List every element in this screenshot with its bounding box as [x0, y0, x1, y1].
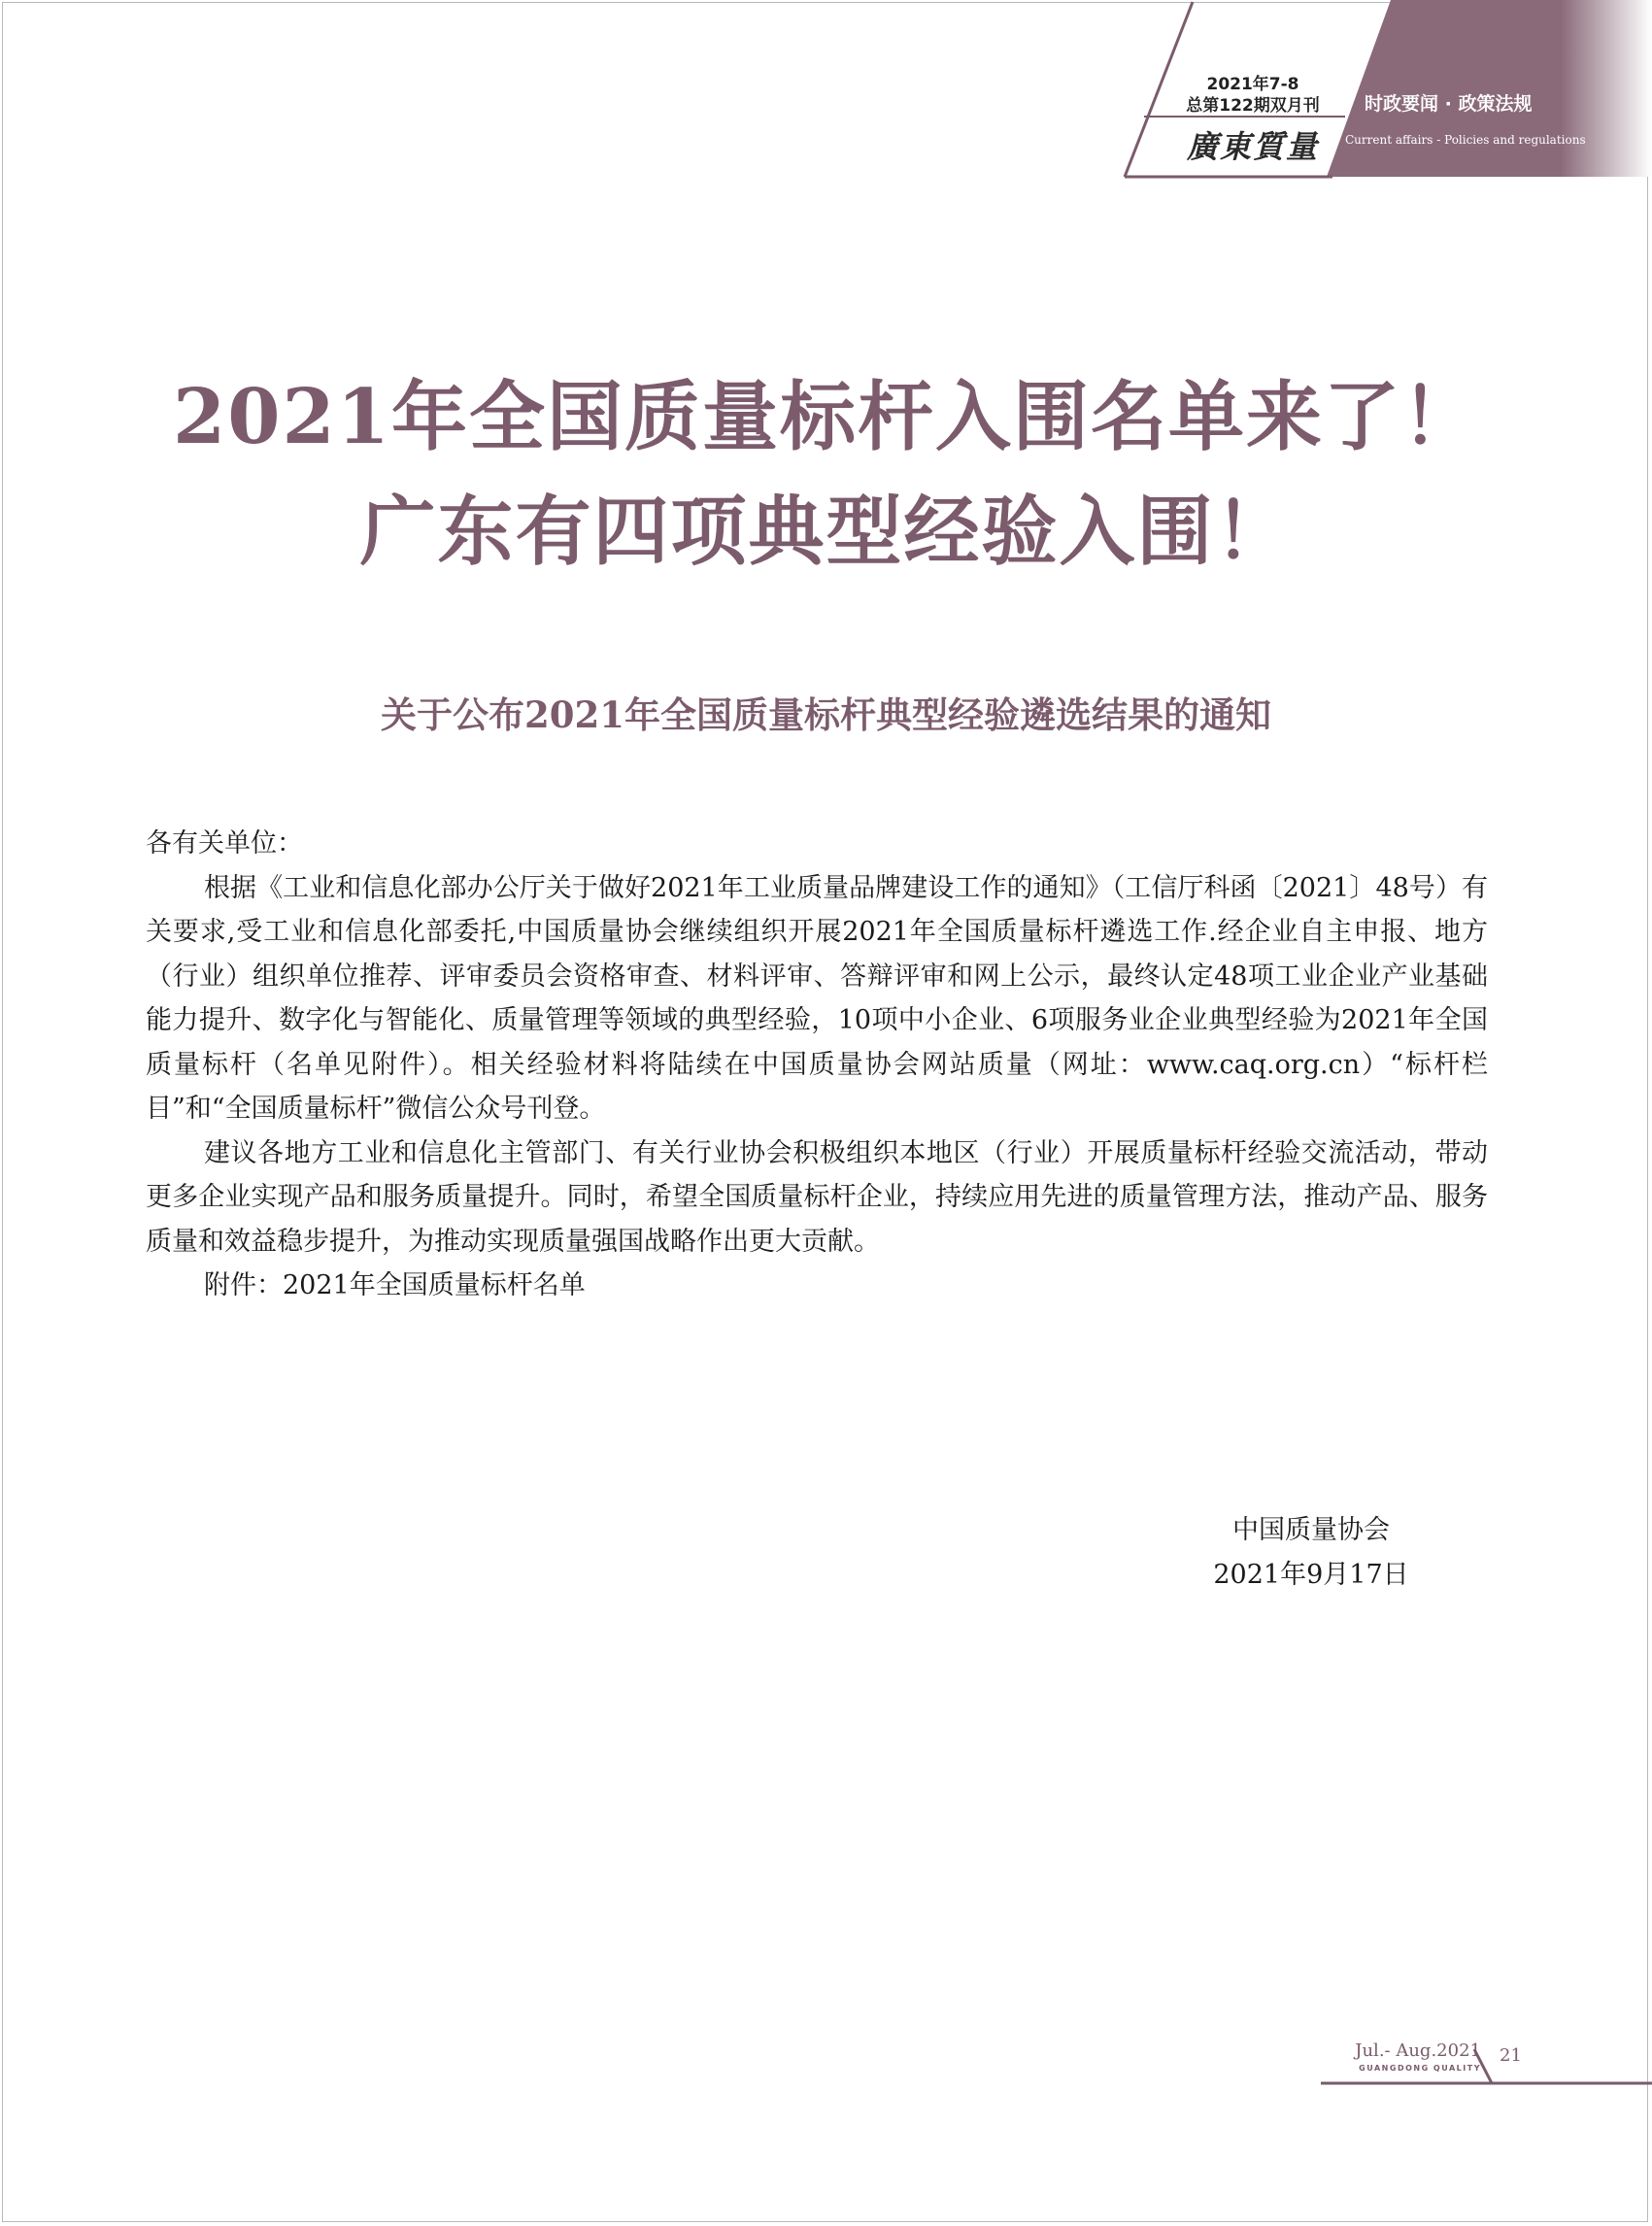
salutation: 各有关单位： [146, 828, 303, 859]
article-title-line-1: 2021年全国质量标杆入围名单来了！ [172, 373, 1480, 461]
issue-date: 2021年7-8 [1206, 75, 1299, 94]
footer-magazine-name: GUANGDONG QUALITY [1359, 2064, 1481, 2073]
section-banner-shape [1327, 0, 1652, 177]
section-title-en: Current affairs - Policies and regulations [1345, 133, 1586, 147]
paragraph-1: 根据《工业和信息化部办公厅关于做好2021年工业质量品牌建设工作的通知》（工信厅科函〔2021〕48号）有关要求,受工业和信息化部委托,中国质量协会继续组织开展2021年全国质量标杆遴选工作.经企业自主申报、地方（行业）组织单位推荐、评审委员会资格审查、材料评审、答辩评审和网上公示，最终认定48项工业企业产业基础能力提升、数字化与智能化、质量管理等领域的典型经验，10项中小企业、6项服务业企业典型经验为2021年全国质量标杆（名单见附件）。相关经验材料将陆续在中国质量协会网站质量（网址：www.caq.org.cn）“标杆栏目”和“全国质量标杆”微信公众号刊登。 [146, 872, 1488, 1124]
notice-subtitle: 关于公布2021年全国质量标杆典型经验遴选结果的通知 [381, 693, 1271, 736]
signature-block [1165, 1508, 1457, 1598]
paragraph-2: 建议各地方工业和信息化主管部门、有关行业协会积极组织本地区（行业）开展质量标杆经验交流活动，带动更多企业实现产品和服务质量提升。同时，希望全国质量标杆企业，持续应用先进的质量管理方法，推动产品、服务质量和效益稳步提升，为推动实现质量强国战略作出更大贡献。 [146, 1137, 1488, 1257]
section-title-zh: 时政要闻 · 政策法规 [1365, 93, 1533, 115]
signature-date: 2021年9月17日 [1213, 1560, 1409, 1590]
article-body [146, 822, 1488, 1308]
signature-org: 中国质量协会 [1232, 1515, 1390, 1545]
page-number: 21 [1500, 2045, 1522, 2066]
magazine-masthead: 廣東質量 [1186, 128, 1319, 165]
attachment-note: 附件：2021年全国质量标杆名单 [204, 1270, 586, 1300]
article-title-line-2: 广东有四项典型经验入围！ [359, 488, 1293, 576]
footer-date: Jul.- Aug.2021 [1355, 2040, 1481, 2061]
issue-number: 总第122期双月刊 [1186, 96, 1320, 116]
